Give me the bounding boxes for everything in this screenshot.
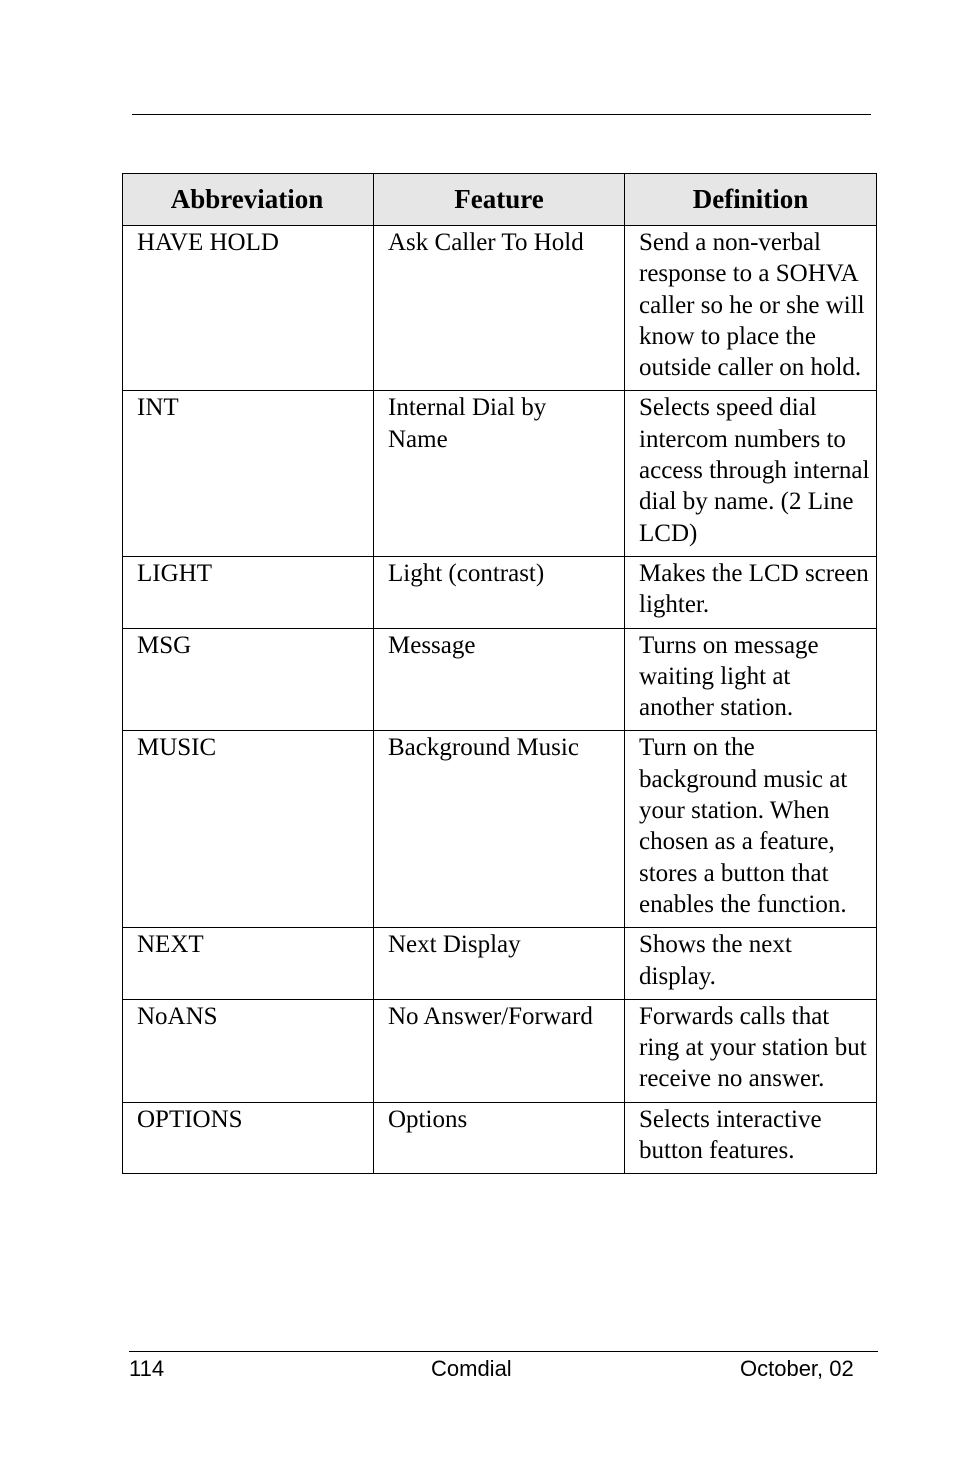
feature-cell: Message xyxy=(374,628,625,731)
definition-cell: Selects interactive button features. xyxy=(625,1102,877,1174)
feature-cell: Ask Caller To Hold xyxy=(374,226,625,391)
column-header-definition: Definition xyxy=(625,174,877,226)
footer-rule xyxy=(129,1351,878,1352)
feature-cell: Internal Dial by Name xyxy=(374,391,625,556)
definition-cell: Selects speed dial intercom numbers to access through internal dial by name. (2 Line LCD) xyxy=(625,391,877,556)
abbreviation-cell: NoANS xyxy=(123,999,374,1102)
feature-cell: Options xyxy=(374,1102,625,1174)
definition-cell: Makes the LCD screen lighter. xyxy=(625,556,877,628)
definition-cell: Turn on the background music at your station. When chosen as a feature, stores a button that enables the function. xyxy=(625,731,877,928)
header-rule xyxy=(132,114,871,115)
footer-publisher: Comdial xyxy=(431,1356,512,1381)
feature-cell: Next Display xyxy=(374,928,625,1000)
abbreviation-cell: MSG xyxy=(123,628,374,731)
table-row xyxy=(123,1102,877,1174)
table-row xyxy=(123,999,877,1102)
definition-cell: Shows the next display. xyxy=(625,928,877,1000)
page-number: 114 xyxy=(129,1356,165,1381)
abbreviation-cell: NEXT xyxy=(123,928,374,1000)
table-row xyxy=(123,556,877,628)
abbreviation-cell: OPTIONS xyxy=(123,1102,374,1174)
footer-date: October, 02 xyxy=(740,1356,854,1381)
feature-cell: Light (contrast) xyxy=(374,556,625,628)
feature-table xyxy=(122,173,877,1174)
abbreviation-cell: LIGHT xyxy=(123,556,374,628)
abbreviation-cell: INT xyxy=(123,391,374,556)
column-header-feature: Feature xyxy=(374,174,625,226)
abbreviation-cell: MUSIC xyxy=(123,731,374,928)
table-row xyxy=(123,628,877,731)
table-row xyxy=(123,731,877,928)
table-row xyxy=(123,226,877,391)
feature-cell: Background Music xyxy=(374,731,625,928)
definition-cell: Send a non-verbal response to a SOHVA caller so he or she will know to place the outside caller on hold. xyxy=(625,226,877,391)
definition-cell: Turns on message waiting light at another station. xyxy=(625,628,877,731)
definition-cell: Forwards calls that ring at your station but receive no answer. xyxy=(625,999,877,1102)
feature-cell: No Answer/Forward xyxy=(374,999,625,1102)
table-row xyxy=(123,928,877,1000)
abbreviation-cell: HAVE HOLD xyxy=(123,226,374,391)
table-row xyxy=(123,391,877,556)
table-header-row xyxy=(123,174,877,226)
column-header-abbreviation: Abbreviation xyxy=(123,174,374,226)
